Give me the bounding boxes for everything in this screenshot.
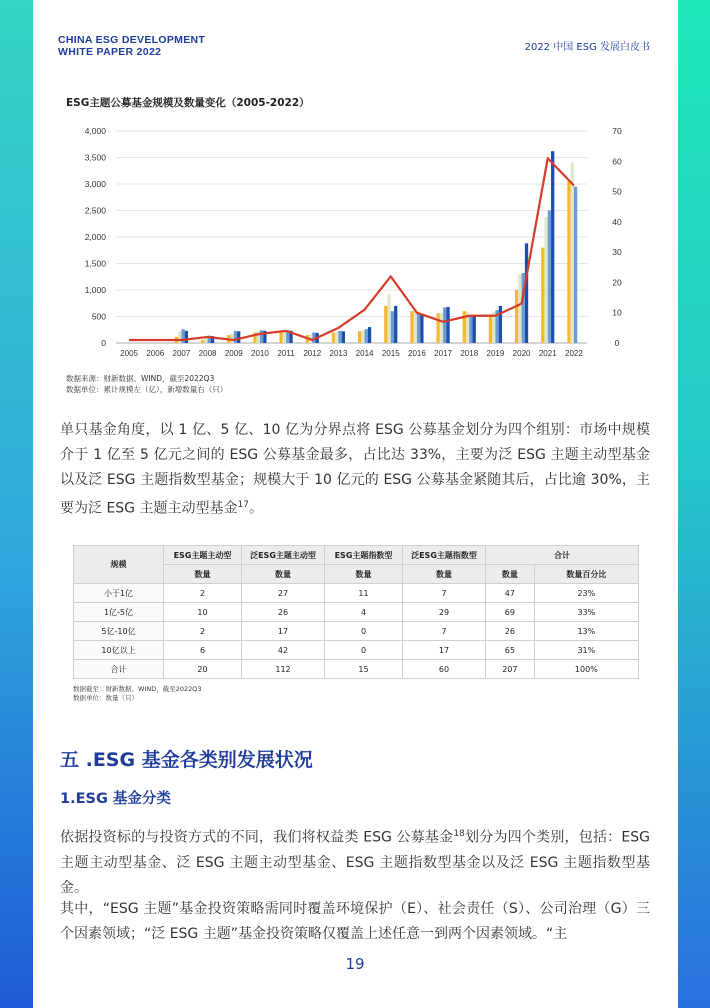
y2-tick-label: 20 xyxy=(612,277,622,288)
chart-title: ESG主题公募基金规模及数量变化（2005-2022） xyxy=(66,97,310,109)
cell: 33% xyxy=(534,603,638,622)
cell: 6 xyxy=(164,641,242,660)
y-tick-label: 500 xyxy=(91,311,106,322)
cell: 10 xyxy=(164,603,242,622)
bar xyxy=(473,317,476,344)
table-row xyxy=(74,603,639,622)
cell: 69 xyxy=(486,603,535,622)
bar xyxy=(230,334,233,343)
bar xyxy=(368,327,371,343)
cell: 17 xyxy=(242,622,325,641)
paragraph-classification xyxy=(60,822,650,901)
footnote-ref-18[interactable]: 18 xyxy=(453,829,465,839)
col-esg-active: ESG主题主动型 xyxy=(164,546,242,565)
cell: 0 xyxy=(325,622,403,641)
paragraph1-end: 。 xyxy=(248,500,263,517)
table-row xyxy=(74,641,639,660)
paragraph2-text-b: 划分为四个类别，包括：ESG 主题主动型基金、泛 ESG 主题主动型基金、ESG 主题指数型基金以及泛 ESG 主题指数型基金。 xyxy=(60,829,650,896)
y-tick-label: 3,000 xyxy=(84,179,106,189)
col-scale: 规模 xyxy=(74,546,164,584)
cell: 2 xyxy=(164,622,242,641)
x-tick-label: 2021 xyxy=(538,349,557,358)
cell: 7 xyxy=(403,584,486,603)
sub-count: 数量 xyxy=(242,565,325,584)
paragraph1-text: 单只基金角度，以 1 亿、5 亿、10 亿为分界点将 ESG 公募基金划分为四个组别：市场中规模介于 1 亿至 5 亿元之间的 ESG 公募基金最多，占比达 33%，主要为泛 ESG 主题主动型基金以及泛 ESG 主题指数型基金；规模大于 10 亿元的 ESG 公募基金紧随其后，占比逾 30%，主要为泛 ESG 主题主动型基金 xyxy=(60,422,650,517)
bar xyxy=(436,313,439,343)
bar xyxy=(358,331,361,343)
footnote-ref-17[interactable]: 17 xyxy=(237,500,249,510)
bar xyxy=(178,331,181,343)
bar xyxy=(548,211,551,344)
bar xyxy=(417,313,420,343)
cell: 4 xyxy=(325,603,403,622)
cell: 小于1亿 xyxy=(74,584,164,603)
bar xyxy=(443,307,446,343)
y-tick-label: 3,500 xyxy=(84,152,106,163)
bar xyxy=(234,331,237,343)
y-tick-label: 0 xyxy=(101,338,106,348)
cell: 29 xyxy=(403,603,486,622)
chart-source: 数据来源：财新数据、WIND，截至2022Q3 xyxy=(66,374,215,383)
cell: 7 xyxy=(403,622,486,641)
bar xyxy=(387,294,390,343)
y2-tick-label: 70 xyxy=(612,126,622,136)
cell: 47 xyxy=(486,584,535,603)
cell: 112 xyxy=(242,660,325,679)
sub-count: 数量 xyxy=(164,565,242,584)
section-heading: 五 .ESG 基金各类别发展状况 xyxy=(60,749,313,771)
x-tick-label: 2006 xyxy=(146,349,165,358)
cell: 100% xyxy=(534,660,638,679)
bar xyxy=(440,313,443,343)
y2-tick-label: 30 xyxy=(612,247,622,258)
table-note xyxy=(73,685,202,703)
bar xyxy=(201,340,204,343)
y2-tick-label: 0 xyxy=(614,338,620,348)
bar xyxy=(446,307,449,343)
bar xyxy=(283,332,286,343)
count-line xyxy=(129,158,574,340)
bar xyxy=(365,329,368,343)
header-title-line2: WHITE PAPER 2022 xyxy=(58,46,162,58)
x-tick-label: 2005 xyxy=(120,349,138,358)
bar xyxy=(571,163,574,343)
paragraph-fund-size-groups xyxy=(60,418,650,522)
cell: 31% xyxy=(534,641,638,660)
sub-count: 数量 xyxy=(325,565,403,584)
header-title-line1: CHINA ESG DEVELOPMENT xyxy=(58,34,206,46)
bar xyxy=(544,217,547,343)
bar xyxy=(342,331,345,343)
table-row-total xyxy=(74,660,639,679)
cell: 11 xyxy=(325,584,403,603)
x-tick-label: 2013 xyxy=(329,349,348,358)
chart-unit: 数据单位：累计规模左（亿），新增数量右（只） xyxy=(66,385,228,394)
header-report-name: 2022 中国 ESG 发展白皮书 xyxy=(524,42,650,53)
table-row xyxy=(74,622,639,641)
paragraph2-text-a: 依据投资标的与投资方式的不同，我们将权益类 ESG 公募基金 xyxy=(60,829,454,846)
bar xyxy=(335,331,338,343)
sub-percent: 数量百分比 xyxy=(534,565,638,584)
bar xyxy=(185,331,188,343)
bar xyxy=(551,151,554,343)
y2-tick-label: 60 xyxy=(612,156,622,167)
x-tick-label: 2015 xyxy=(381,349,400,358)
cell: 15 xyxy=(325,660,403,679)
bar xyxy=(391,311,394,343)
bar xyxy=(515,290,518,343)
cell: 23% xyxy=(534,584,638,603)
subsection-heading: 1.ESG 基金分类 xyxy=(60,791,171,807)
bar xyxy=(541,248,544,343)
cell: 1亿-5亿 xyxy=(74,603,164,622)
cell: 0 xyxy=(325,641,403,660)
x-tick-label: 2018 xyxy=(460,349,479,358)
bar xyxy=(332,332,335,343)
page-number: 19 xyxy=(345,955,365,973)
bar xyxy=(525,243,528,343)
bar xyxy=(489,314,492,343)
x-tick-label: 2016 xyxy=(408,349,426,358)
fund-size-table xyxy=(73,545,639,679)
col-pan-esg-active: 泛ESG主题主动型 xyxy=(242,546,325,565)
cell: 13% xyxy=(534,622,638,641)
left-gradient-bar xyxy=(0,0,33,1008)
cell: 26 xyxy=(242,603,325,622)
x-tick-label: 2009 xyxy=(224,349,243,358)
x-tick-label: 2012 xyxy=(303,349,322,358)
x-tick-label: 2017 xyxy=(434,349,452,358)
x-tick-label: 2007 xyxy=(172,349,191,358)
bar xyxy=(237,331,240,343)
y2-tick-label: 50 xyxy=(612,186,622,197)
x-tick-label: 2008 xyxy=(198,349,217,358)
bar xyxy=(499,306,502,343)
cell: 27 xyxy=(242,584,325,603)
x-tick-label: 2022 xyxy=(565,349,583,358)
y-tick-label: 1,000 xyxy=(84,285,106,295)
y2-tick-label: 40 xyxy=(612,216,622,227)
col-pan-esg-index: 泛ESG主题指数型 xyxy=(403,546,486,565)
cell: 5亿-10亿 xyxy=(74,622,164,641)
y-tick-label: 1,500 xyxy=(84,258,106,269)
bar xyxy=(469,317,472,344)
cell: 60 xyxy=(403,660,486,679)
bar xyxy=(574,187,577,343)
bar xyxy=(414,309,417,343)
col-esg-index: ESG主题指数型 xyxy=(325,546,403,565)
table-source: 数据截至：财新数据、WIND，截至2022Q3 xyxy=(73,685,202,693)
y-tick-label: 2,500 xyxy=(84,205,106,216)
cell: 207 xyxy=(486,660,535,679)
cell: 65 xyxy=(486,641,535,660)
x-tick-label: 2019 xyxy=(486,349,505,358)
bar xyxy=(567,181,570,343)
sub-count: 数量 xyxy=(403,565,486,584)
cell: 42 xyxy=(242,641,325,660)
sub-count: 数量 xyxy=(486,565,535,584)
bar xyxy=(338,331,341,343)
cell: 26 xyxy=(486,622,535,641)
y2-tick-label: 10 xyxy=(612,307,622,318)
cell: 10亿以上 xyxy=(74,641,164,660)
x-tick-label: 2020 xyxy=(512,349,531,358)
fund-chart xyxy=(60,115,650,370)
header-title xyxy=(58,34,205,58)
y-tick-label: 4,000 xyxy=(84,126,106,136)
cell: 17 xyxy=(403,641,486,660)
bar xyxy=(394,306,397,343)
cell: 20 xyxy=(164,660,242,679)
bar xyxy=(260,330,263,343)
cell: 2 xyxy=(164,584,242,603)
x-tick-label: 2010 xyxy=(251,349,269,358)
bar xyxy=(410,311,413,343)
table-row xyxy=(74,584,639,603)
paragraph-definitions: 其中，“ESG 主题”基金投资策略需同时覆盖环境保护（E）、社会责任（S）、公司治理（G）三个因素领域；“泛 ESG 主题”基金投资策略仅覆盖上述任意一到两个因素领域。“主 xyxy=(60,901,650,942)
right-gradient-bar xyxy=(678,0,710,1008)
x-tick-label: 2014 xyxy=(355,349,374,358)
x-tick-label: 2011 xyxy=(277,349,295,358)
col-total: 合计 xyxy=(486,546,639,565)
table-unit: 数据单位：数量（只） xyxy=(73,694,138,702)
bar xyxy=(361,330,364,343)
bar xyxy=(420,314,423,343)
bar xyxy=(384,306,387,343)
chart-note xyxy=(66,373,227,395)
y-tick-label: 2,000 xyxy=(84,232,106,242)
bar xyxy=(279,332,282,343)
cell: 合计 xyxy=(74,660,164,679)
bar xyxy=(518,274,521,343)
